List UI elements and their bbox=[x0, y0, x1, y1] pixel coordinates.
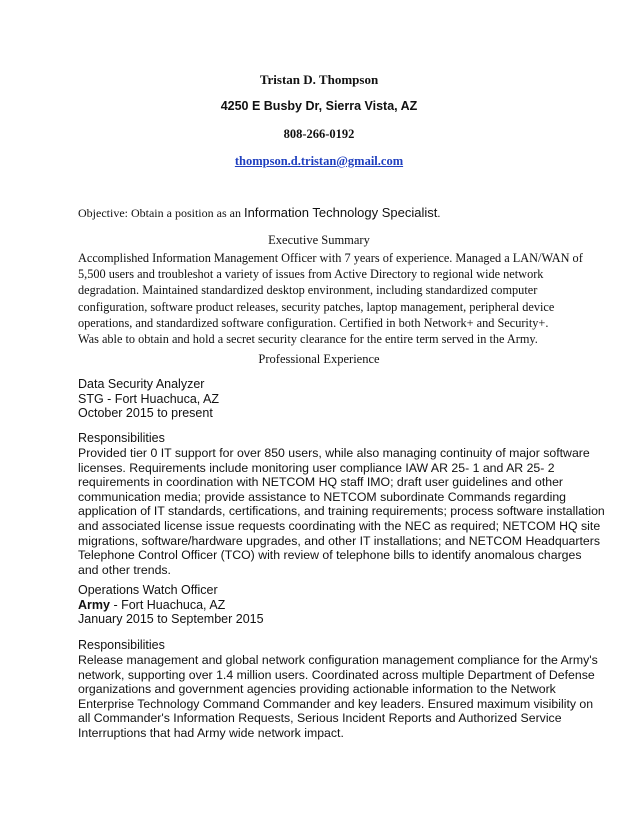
responsibility-line: requirements in coordination with NETCOM HQ staff IMO; draft user guidelines and other bbox=[78, 475, 564, 490]
summary-line: Was able to obtain and hold a secret security clearance for the entire term served in the Army. bbox=[78, 332, 538, 347]
job-dates: January 2015 to September 2015 bbox=[78, 612, 264, 627]
responsibility-line: Enterprise Technology Command Commander and key leaders. Ensured maximum visibility on bbox=[78, 696, 594, 711]
summary-line: Accomplished Information Management Officer with 7 years of experience. Managed a LAN/WAN of bbox=[78, 251, 583, 265]
phone-number: 808-266-0192 bbox=[283, 127, 355, 141]
responsibility-line: communication media; provide assistance to NETCOM subordinate Commands regarding bbox=[78, 489, 566, 504]
responsibility-line: Release management and global network configuration management compliance for the Army's bbox=[78, 653, 598, 667]
summary-line: degradation. Maintained standardized desktop environment, including standardized computer bbox=[78, 283, 538, 298]
responsibility-line: Telephone Control Officer (TCO) with review of telephone bills to identify anomalous charges bbox=[78, 548, 582, 563]
responsibility-line: application of IT standards, certifications, and training requirements; process software installation bbox=[78, 504, 605, 519]
job-employer-location bbox=[78, 392, 219, 407]
executive-summary-text bbox=[78, 250, 583, 347]
job-title: Operations Watch Officer bbox=[78, 583, 218, 597]
summary-line: configuration, software product releases, security patches, laptop management, peripheral device bbox=[78, 299, 555, 314]
job-title: Data Security Analyzer bbox=[78, 377, 205, 391]
responsibilities-label: Responsibilities bbox=[78, 431, 165, 445]
job-employer: Army bbox=[78, 597, 110, 612]
job-location: - Fort Huachuca, AZ bbox=[109, 597, 226, 612]
responsibilities-label: Responsibilities bbox=[78, 638, 165, 652]
email-link[interactable]: thompson.d.tristan@gmail.com bbox=[234, 154, 404, 168]
job-employer: STG bbox=[78, 391, 104, 406]
responsibilities-text-1 bbox=[78, 446, 605, 577]
responsibilities-text-2 bbox=[78, 653, 598, 741]
responsibility-line: Provided tier 0 IT support for over 850 users, while also managing continuity of major software bbox=[78, 446, 590, 460]
responsibility-line: organizations and government agencies providing actionable information to the Network bbox=[78, 682, 556, 697]
objective-text: Obtain a position as an bbox=[130, 206, 241, 220]
job-location: - Fort Huachuca, AZ bbox=[103, 391, 220, 406]
responsibility-line: all Commander's Information Requests, Serious Incident Reports and Authorized Service bbox=[78, 711, 562, 726]
objective-label: Objective: bbox=[78, 206, 128, 220]
responsibility-line: and other trends. bbox=[78, 562, 171, 577]
email-line bbox=[0, 154, 638, 169]
responsibility-line: network, supporting over 1.4 million users. Coordinated across multiple Department of Defense bbox=[78, 667, 595, 682]
summary-line: 5,500 users and troubleshot a variety of issues from Active Directory to regional wide network bbox=[78, 267, 544, 282]
job-entry-2 bbox=[78, 583, 264, 627]
responsibility-line: licenses. Requirements include monitoring user compliance IAW AR 25- 1 and AR 25- 2 bbox=[78, 460, 555, 475]
responsibility-line: migrations, software/hardware upgrades, and other IT installations; and NETCOM Headquarters bbox=[78, 533, 600, 548]
summary-line: operations, and standardized software configuration. Certified in both Network+ and Security+. bbox=[78, 315, 549, 330]
objective-line bbox=[78, 205, 440, 221]
job-dates: October 2015 to present bbox=[78, 406, 213, 421]
candidate-name: Tristan D. Thompson bbox=[259, 72, 379, 87]
address: 4250 E Busby Dr, Sierra Vista, AZ bbox=[220, 99, 418, 113]
job-employer-location bbox=[78, 598, 264, 613]
objective-period: . bbox=[437, 206, 441, 220]
objective-role: Information Technology Specialist bbox=[243, 205, 438, 220]
professional-experience-heading: Professional Experience bbox=[258, 352, 380, 366]
responsibility-line: and associated license issue requests coordinating with the NEC as required; NETCOM HQ site bbox=[78, 518, 601, 533]
responsibility-line: Interruptions that had Army wide network impact. bbox=[78, 725, 344, 740]
job-entry-1 bbox=[78, 377, 219, 421]
executive-summary-heading: Executive Summary bbox=[268, 233, 370, 247]
